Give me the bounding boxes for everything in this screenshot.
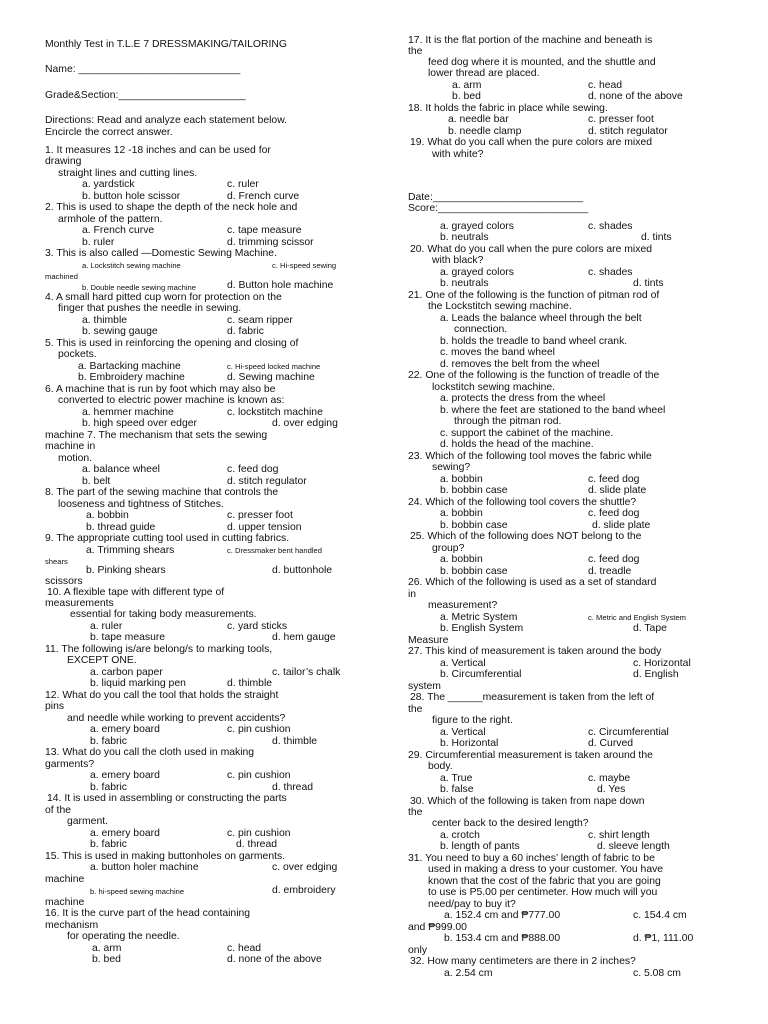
question-text-line: d. slide plate <box>592 520 651 531</box>
question-text-line: d. stitch regulator <box>227 476 307 487</box>
question-text-line: b. length of pants <box>440 841 520 852</box>
question-text-line: a. carbon paper <box>90 667 163 678</box>
question-text-line: a. needle bar <box>448 114 509 125</box>
question-text-line: c. feed dog <box>588 474 640 485</box>
question-text-line: b. sewing gauge <box>82 326 158 337</box>
question-text-line: group? <box>432 543 465 554</box>
question-text-line: system <box>408 681 441 692</box>
question-text-line: b. fabric <box>90 736 127 747</box>
question-text-line: d. Curved <box>588 738 634 749</box>
question-text-line: b. bobbin case <box>440 566 508 577</box>
question-text-line: feed dog where it is mounted, and the shuttle and <box>428 57 656 68</box>
question-text-line: 22. One of the following is the function of treadle of the <box>408 370 660 381</box>
question-text-line: c. moves the band wheel <box>440 347 555 358</box>
question-text-line: lockstitch sewing machine. <box>432 382 556 393</box>
question-text-line: d. French curve <box>227 191 300 202</box>
question-text-line: b. button hole scissor <box>82 191 181 202</box>
question-text-line: d. slide plate <box>588 485 647 496</box>
question-text-line: d. none of the above <box>227 954 322 965</box>
question-text-line: measurement? <box>428 600 498 611</box>
question-text-line: 20. What do you call when the pure colors are mixed <box>410 244 652 255</box>
question-text-line: center back to the desired length? <box>432 818 589 829</box>
question-text-line: d. treadle <box>588 566 632 577</box>
question-text-line: converted to electric power machine is known as: <box>58 395 285 406</box>
question-text-line: body. <box>428 761 453 772</box>
question-text-line: b. needle clamp <box>448 126 522 137</box>
question-text-line: lower thread are placed. <box>428 68 540 79</box>
question-text-line: a. Vertical <box>440 727 486 738</box>
question-text-line: 23. Which of the following tool moves the fabric while <box>408 451 652 462</box>
question-text-line: 30. Which of the following is taken from nape down <box>410 796 645 807</box>
date-field: Date:__________________________ <box>408 192 584 203</box>
question-text-line: machine in <box>45 441 96 452</box>
question-text-line: b. fabric <box>90 782 127 793</box>
question-text-line: a. French curve <box>82 225 155 236</box>
question-text-line: and ₱999.00 <box>408 922 467 933</box>
question-text-line: b. Horizontal <box>440 738 499 749</box>
question-text-line: 19. What do you call when the pure colors are mixed <box>410 137 652 148</box>
question-text-line: b. where the feet are stationed to the band wheel <box>440 405 666 416</box>
question-text-line: 9. The appropriate cutting tool used in cutting fabrics. <box>45 533 290 544</box>
question-text-line: 32. How many centimeters are there in 2 inches? <box>410 956 636 967</box>
question-text-line: 24. Which of the following tool covers the shuttle? <box>408 497 637 508</box>
question-text-line: d. tints <box>641 232 672 243</box>
question-text-line: figure to the right. <box>432 715 513 726</box>
question-text-line: armhole of the pattern. <box>58 214 163 225</box>
question-text-line: 25. Which of the following does NOT belong to the <box>410 531 642 542</box>
directions-line-2: Encircle the correct answer. <box>45 127 173 138</box>
question-text-line: d. removes the belt from the wheel <box>440 359 600 370</box>
question-text-line: pins <box>45 701 65 712</box>
question-text-line: 16. It is the curve part of the head containing <box>45 908 251 919</box>
question-text-line: c. presser foot <box>588 114 654 125</box>
question-text-line: c. support the cabinet of the machine. <box>440 428 614 439</box>
question-text-line: with black? <box>432 255 484 266</box>
question-text-line: the <box>408 807 423 818</box>
question-text-line: a. emery board <box>90 724 160 735</box>
question-text-line: a. yardstick <box>82 179 135 190</box>
question-text-line: c. Horizontal <box>633 658 691 669</box>
question-text-line: b. bobbin case <box>440 520 508 531</box>
question-text-line: 31. You need to buy a 60 inches’ length of fabric to be <box>408 853 655 864</box>
question-text-line: d. none of the above <box>588 91 683 102</box>
question-text-line: a. protects the dress from the wheel <box>440 393 606 404</box>
question-text-line: b. bed <box>92 954 121 965</box>
question-text-line: a. ruler <box>90 621 123 632</box>
question-text-line: d. thread <box>272 782 314 793</box>
question-text-line: of the <box>45 805 71 816</box>
question-text-line: a. Metric System <box>440 612 518 623</box>
question-text-line: measurements <box>45 598 114 609</box>
question-text-line: c. tailor’s chalk <box>272 667 341 678</box>
question-text-line: 4. A small hard pitted cup worn for protection on the <box>45 292 282 303</box>
question-text-line: 8. The part of the sewing machine that controls the <box>45 487 279 498</box>
question-text-line: d. over edging <box>272 418 338 429</box>
question-text-line: a. grayed colors <box>440 221 514 232</box>
question-text-line: b. high speed over edger <box>82 418 197 429</box>
question-text-line: d. thread <box>236 839 278 850</box>
question-text-line: motion. <box>58 453 93 464</box>
question-text-line: machine <box>45 897 85 908</box>
question-text-line: 6. A machine that is run by foot which may also be <box>45 384 276 395</box>
question-text-line: b. bobbin case <box>440 485 508 496</box>
question-text-line: a. balance wheel <box>82 464 160 475</box>
question-text-line: d. fabric <box>227 326 264 337</box>
question-text-line: b. Double needle sewing machine <box>82 283 196 292</box>
question-text-line: to use is P5.00 per centimeter. How much will you <box>428 887 658 898</box>
question-text-line: b. Embroidery machine <box>78 372 185 383</box>
question-text-line: 17. It is the flat portion of the machine and beneath is <box>408 35 653 46</box>
question-text-line: a. emery board <box>90 828 160 839</box>
question-text-line: straight lines and cutting lines. <box>58 168 198 179</box>
question-text-line: 26. Which of the following is used as a set of standard <box>408 577 657 588</box>
question-text-line: the <box>408 704 423 715</box>
question-text-line: a. 152.4 cm and ₱777.00 <box>444 910 561 921</box>
question-text-line: c. yard sticks <box>227 621 288 632</box>
question-text-line: c. lockstitch machine <box>227 407 323 418</box>
question-text-line: garments? <box>45 759 95 770</box>
question-text-line: 13. What do you call the cloth used in making <box>45 747 255 758</box>
question-text-line: c. 154.4 cm <box>633 910 687 921</box>
question-text-line: a. Trimming shears <box>86 545 175 556</box>
question-text-line: known that the cost of the fabric that you are going <box>428 876 661 887</box>
question-text-line: b. tape measure <box>90 632 166 643</box>
question-text-line: d. Sewing machine <box>227 372 315 383</box>
question-text-line: c. feed dog <box>227 464 279 475</box>
question-text-line: b. bed <box>452 91 481 102</box>
question-text-line: c. tape measure <box>227 225 302 236</box>
question-text-line: c. shades <box>588 221 633 232</box>
question-text-line: garment. <box>67 816 109 827</box>
question-text-line: 27. This kind of measurement is taken around the body <box>408 646 662 657</box>
question-text-line: machined <box>45 272 78 281</box>
question-text-line: c. head <box>588 80 623 91</box>
question-text-line: b. fabric <box>90 839 127 850</box>
question-text-line: c. seam ripper <box>227 315 293 326</box>
question-text-line: mechanism <box>45 920 99 931</box>
question-text-line: c. head <box>227 943 262 954</box>
question-text-line: c. shirt length <box>588 830 650 841</box>
question-text-line: 29. Circumferential measurement is taken around the <box>408 750 653 761</box>
question-text-line: c. presser foot <box>227 510 293 521</box>
question-text-line: c. Hi-speed locked machine <box>227 362 321 371</box>
question-text-line: d. Yes <box>597 784 626 795</box>
question-text-line: c. maybe <box>588 773 631 784</box>
question-text-line: d. embroidery <box>272 885 336 896</box>
question-text-line: d. English <box>633 669 679 680</box>
question-text-line: 15. This is used in making buttonholes on garments. <box>45 851 286 862</box>
question-text-line: a. bobbin <box>440 508 483 519</box>
question-text-line: b. Pinking shears <box>86 565 166 576</box>
question-text-line: only <box>408 945 428 956</box>
question-text-line: for operating the needle. <box>67 931 180 942</box>
question-text-line: need/pay to buy it? <box>428 899 516 910</box>
question-text-line: b. false <box>440 784 474 795</box>
name-field: Name: ____________________________ <box>45 64 241 75</box>
question-text-line: d. Button hole machine <box>227 280 334 291</box>
question-text-line: a. True <box>440 773 473 784</box>
question-text-line: a. bobbin <box>86 510 129 521</box>
question-text-line: c. feed dog <box>588 554 640 565</box>
question-text-line: 5. This is used in reinforcing the opening and closing of <box>45 338 299 349</box>
question-text-line: c. Metric and English System <box>588 613 686 622</box>
question-text-line: EXCEPT ONE. <box>67 655 137 666</box>
question-text-line: a. arm <box>452 80 482 91</box>
question-text-line: sewing? <box>432 462 471 473</box>
question-text-line: shears <box>45 557 68 566</box>
question-text-line: 14. It is used in assembling or constructing the parts <box>47 793 287 804</box>
question-text-line: used in making a dress to your customer. You have <box>428 864 664 875</box>
question-text-line: c. pin cushion <box>227 770 291 781</box>
question-text-line: 10. A flexible tape with different type of <box>47 587 225 598</box>
question-text-line: d. buttonhole <box>272 565 333 576</box>
question-text-line: a. emery board <box>90 770 160 781</box>
question-text-line: with white? <box>432 149 484 160</box>
question-text-line: 28. The ______measurement is taken from the left of <box>410 692 655 703</box>
question-text-line: b. hi-speed sewing machine <box>90 887 185 896</box>
question-text-line: a. button holer machine <box>90 862 199 873</box>
question-text-line: scissors <box>45 576 83 587</box>
question-text-line: Measure <box>408 635 449 646</box>
question-text-line: 12. What do you call the tool that holds the straight <box>45 690 279 701</box>
question-text-line: b. holds the treadle to band wheel crank. <box>440 336 628 347</box>
grade-section-field: Grade&Section:______________________ <box>45 90 246 101</box>
question-text-line: 18. It holds the fabric in place while sewing. <box>408 103 608 114</box>
question-text-line: d. upper tension <box>227 522 302 533</box>
question-text-line: d. thimble <box>272 736 318 747</box>
question-text-line: b. thread guide <box>86 522 156 533</box>
question-text-line: the <box>408 46 423 57</box>
question-text-line: a. crotch <box>440 830 480 841</box>
question-text-line: b. English System <box>440 623 524 634</box>
question-text-line: a. 2.54 cm <box>444 968 493 979</box>
question-text-line: a. hemmer machine <box>82 407 174 418</box>
question-text-line: c. Hi-speed sewing <box>272 261 337 270</box>
question-text-line: a. Lockstitch sewing machine <box>82 261 181 270</box>
question-text-line: c. 5.08 cm <box>633 968 681 979</box>
question-text-line: a. bobbin <box>440 554 483 565</box>
question-text-line: b. liquid marking pen <box>90 678 186 689</box>
question-text-line: d. holds the head of the machine. <box>440 439 594 450</box>
question-text-line: 1. It measures 12 -18 inches and can be used for <box>45 145 271 156</box>
question-text-line: machine 7. The mechanism that sets the sewing <box>45 430 268 441</box>
question-text-line: d. tints <box>633 278 664 289</box>
question-text-line: d. thimble <box>227 678 273 689</box>
question-text-line: c. Circumferential <box>588 727 669 738</box>
question-text-line: essential for taking body measurements. <box>70 609 257 620</box>
directions-line-1: Directions: Read and analyze each statement below. <box>45 115 288 126</box>
question-text-line: a. arm <box>92 943 122 954</box>
question-text-line: and needle while working to prevent accidents? <box>67 713 286 724</box>
question-text-line: c. feed dog <box>588 508 640 519</box>
question-text-line: connection. <box>454 324 508 335</box>
question-text-line: b. 153.4 cm and ₱888.00 <box>444 933 561 944</box>
test-title: Monthly Test in T.L.E 7 DRESSMAKING/TAILORING <box>45 39 287 50</box>
question-text-line: b. neutrals <box>440 232 489 243</box>
question-text-line: c. shades <box>588 267 633 278</box>
question-text-line: pockets. <box>58 349 97 360</box>
question-text-line: 3. This is also called ―Domestic Sewing Machine. <box>45 248 277 259</box>
question-text-line: c. pin cushion <box>227 828 291 839</box>
question-text-line: c. over edging <box>272 862 338 873</box>
question-text-line: b. neutrals <box>440 278 489 289</box>
question-text-line: c. Dressmaker bent handled <box>227 546 322 555</box>
question-text-line: in <box>408 589 417 600</box>
question-text-line: a. Leads the balance wheel through the belt <box>440 313 642 324</box>
question-text-line: 21. One of the following is the function of pitman rod of <box>408 290 660 301</box>
question-text-line: machine <box>45 874 85 885</box>
question-text-line: through the pitman rod. <box>454 416 562 427</box>
question-text-line: c. pin cushion <box>227 724 291 735</box>
question-text-line: 11. The following is/are belong/s to marking tools, <box>45 644 273 655</box>
question-text-line: a. bobbin <box>440 474 483 485</box>
question-text-line: d. trimming scissor <box>227 237 314 248</box>
question-text-line: a. grayed colors <box>440 267 514 278</box>
question-text-line: d. sleeve length <box>597 841 670 852</box>
question-text-line: drawing <box>45 156 82 167</box>
question-text-line: c. ruler <box>227 179 259 190</box>
question-text-line: the Lockstitch sewing machine. <box>428 301 572 312</box>
question-text-line: d. Tape <box>633 623 667 634</box>
question-text-line: a. thimble <box>82 315 128 326</box>
question-text-line: b. Circumferential <box>440 669 522 680</box>
question-text-line: a. Vertical <box>440 658 486 669</box>
question-text-line: a. Bartacking machine <box>78 361 181 372</box>
question-text-line: finger that pushes the needle in sewing. <box>58 303 242 314</box>
question-text-line: d. stitch regulator <box>588 126 668 137</box>
question-text-line: looseness and tightness of Stitches. <box>58 499 224 510</box>
score-field: Score:__________________________ <box>408 203 589 214</box>
question-text-line: 2. This is used to shape the depth of the neck hole and <box>45 202 298 213</box>
question-text-line: d. ₱1, 111.00 <box>633 933 694 944</box>
question-text-line: b. belt <box>82 476 111 487</box>
question-text-line: d. hem gauge <box>272 632 336 643</box>
question-text-line: b. ruler <box>82 237 115 248</box>
